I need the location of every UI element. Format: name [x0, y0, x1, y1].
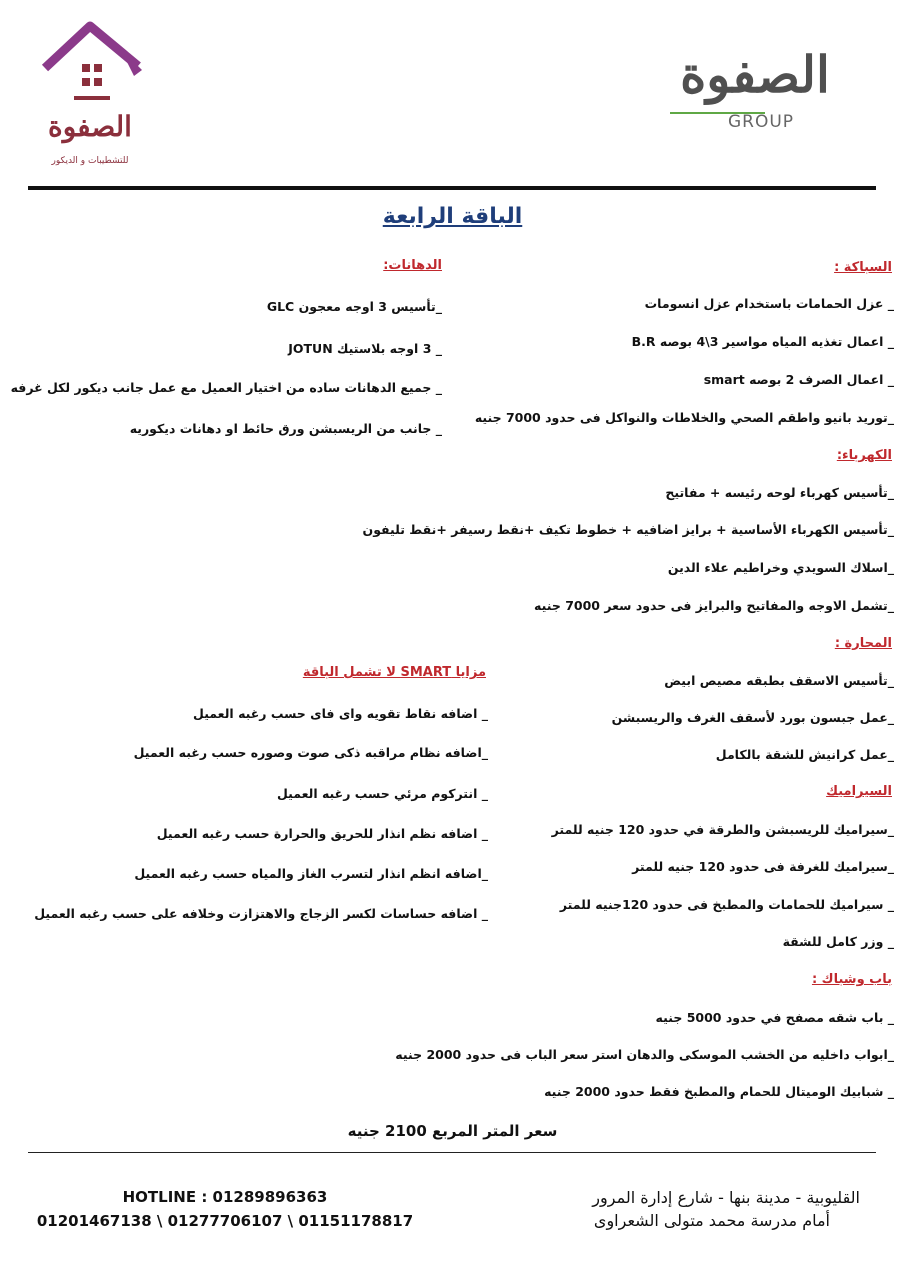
logo-right-brand: الصفوة	[680, 45, 830, 104]
list-item: _اسلاك السويدي وخراطيم علاء الدين	[667, 560, 894, 575]
footer-contact	[20, 1188, 430, 1230]
section-heading-paint: الدهانات:	[383, 258, 442, 273]
list-item: _ سيراميك للحمامات والمطبخ فى حدود 120جنيه للمتر	[559, 897, 894, 912]
address-line-1: القليوبية - مدينة بنها - شارع إدارة المرور	[592, 1188, 860, 1207]
header-divider	[28, 186, 876, 190]
section-heading-doors: باب وشباك :	[811, 972, 892, 987]
section-heading-electricity: الكهرباء:	[836, 448, 892, 463]
section-heading-smart: مزايا SMART لا تشمل الباقة	[302, 665, 486, 680]
list-item: _ انتركوم مرئي حسب رغبه العميل	[276, 786, 488, 801]
list-item: _ شبابيك الوميتال للحمام والمطبخ فقط حدود 2000 جنيه	[544, 1084, 894, 1099]
house-roof-icon	[30, 18, 150, 113]
list-item: _ابواب داخليه من الخشب الموسكى والدهان استر سعر الباب فى حدود 2000 جنيه	[395, 1047, 894, 1062]
brand-logo-right	[660, 40, 850, 150]
footer-address	[480, 1188, 860, 1230]
list-item: _تأسيس كهرباء لوحه رئيسه + مفاتيح	[665, 485, 894, 500]
footer-divider	[28, 1152, 876, 1153]
list-item: _ جميع الدهانات ساده من اختيار العميل مع عمل جانب ديكور لكل غرفه	[10, 380, 442, 395]
logo-left-brand: الصفوة	[48, 110, 132, 143]
list-item: _ اضافه حساسات لكسر الزجاج والاهتزازت وخلافه على حسب رغبه العميل	[34, 906, 488, 921]
list-item: _تأسيس الكهرباء الأساسية + برايز اضافيه + خطوط تكيف +نقط رسيفر +نقط تليفون	[362, 522, 894, 537]
list-item: _عمل جبسون بورد لأسقف الغرف والريسبشن	[611, 710, 894, 725]
section-heading-ceramic: السيراميك	[826, 784, 892, 799]
list-item: _ جانب من الريسبشن ورق حائط او دهانات ديكوريه	[129, 421, 442, 436]
list-item: _تأسيس الاسقف بطبقه مصيص ابيض	[664, 673, 894, 688]
list-item: _ وزر كامل للشقة	[782, 934, 894, 949]
phone-numbers: 01201467138 \ 01277706107 \ 01151178817	[36, 1212, 414, 1230]
list-item: _سيراميك للغرفة فى حدود 120 جنيه للمتر	[632, 859, 894, 874]
list-item: _تشمل الاوجه والمفاتيح والبرايز فى حدود سعر 7000 جنيه	[534, 598, 894, 613]
list-item: _ اضافه نظم انذار للحريق والحرارة حسب رغبه العميل	[156, 826, 488, 841]
page-title: الباقة الرابعة	[382, 204, 523, 229]
list-item: _ اعمال تغذيه المياه مواسير 3\4 بوصه B.R	[631, 334, 894, 349]
logo-left-tagline: للتشطيبات و الديكور	[51, 156, 129, 166]
list-item: _تأسيس 3 اوجه معجون GLC	[266, 299, 442, 314]
list-item: _توريد بانيو واطقم الصحي والخلاطات والنواكل فى حدود 7000 جنيه	[474, 410, 894, 425]
list-item: _عمل كرانيش للشقة بالكامل	[715, 747, 894, 762]
logo-right-group: GROUP	[728, 112, 795, 132]
address-line-2: أمام مدرسة محمد متولى الشعراوى	[593, 1211, 830, 1230]
list-item: _ اضافه نقاط تقويه واى فاى حسب رغبه العميل	[193, 706, 488, 721]
list-item: _ عزل الحمامات باستخدام عزل انسومات	[644, 296, 894, 311]
brand-logo-left	[30, 18, 170, 178]
list-item: _سيراميك للريسبشن والطرقة في حدود 120 جنيه للمتر	[551, 822, 894, 837]
list-item: _ باب شقه مصفح في حدود 5000 جنيه	[655, 1010, 894, 1025]
list-item: _ اعمال الصرف 2 بوصه smart	[703, 372, 894, 387]
section-heading-plumbing: السباكة :	[834, 260, 892, 275]
list-item: _اضافه انظم انذار لتسرب الغاز والمياه حسب رغبه العميل	[134, 866, 488, 881]
section-heading-plaster: المحارة :	[834, 636, 892, 651]
price-per-meter: سعر المتر المربع 2100 جنيه	[347, 1122, 558, 1140]
list-item: _ 3 اوجه بلاستيك JOTUN	[288, 341, 442, 356]
list-item: _اضافه نظام مراقبه ذكى صوت وصوره حسب رغبه العميل	[133, 745, 488, 760]
hotline-number: HOTLINE : 01289896363	[122, 1188, 328, 1206]
